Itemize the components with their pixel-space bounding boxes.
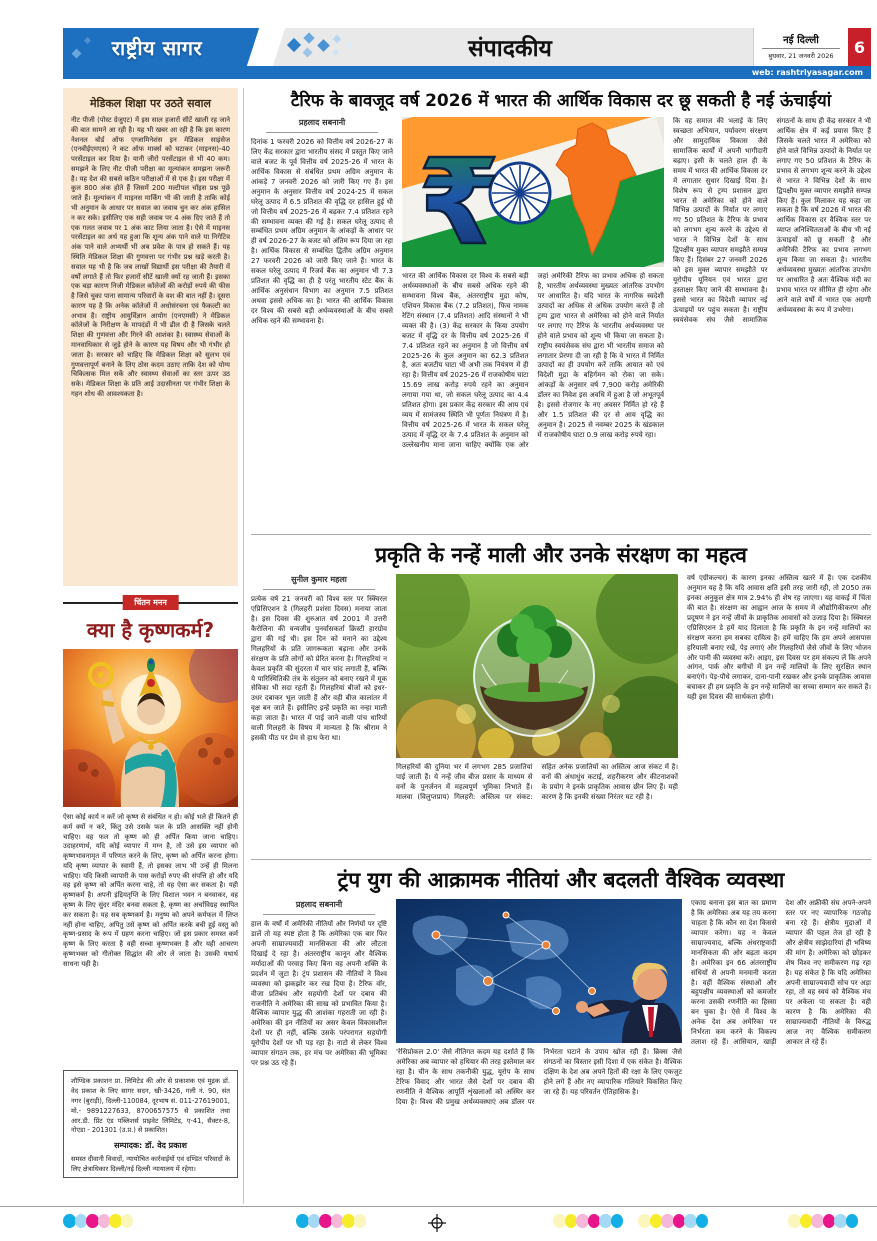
- article-trump-col1-text: हाल के वर्षों में अमेरिकी नीतियों और निर्णयों पर दृष्टि डालें तो यह स्पष्ट होता है कि अमेरिका एक बार फिर अपनी साम्राज्यवादी मानसिकता की ओर लौटता दिखाई दे रहा है। अंतरराष्ट्रीय कानून और वैश्विक मर्यादाओं की परवाह किए बिना वह अपनी शक्ति के प्रदर्शन में जुटा है। ट्रंप प्रशासन की नीतियों ने विश्व व्यवस्था को झकझोर कर रख दिया है। टैरिफ वॉर, वीजा प्रतिबंध और सहयोगी देशों पर दबाव की राजनीति ने अमेरिका की साख को प्रभावित किया है। वैश्विक व्यापार युद्ध की आशंका गहराती जा रही है। अमेरिका की इन नीतियों का असर केवल विकासशील देशों पर ही नहीं, बल्कि उसके परंपरागत सहयोगी यूरोपीय देशों पर भी पड़ रहा है। नाटो से लेकर विश्व व्यापार संगठन तक, हर मंच पर अमेरिका की भूमिका पर प्रश्न उठ रहे हैं।: [251, 920, 387, 1068]
- article-trump-headline: ट्रंप युग की आक्रामक नीतियां और बदलती वैश्विक व्यवस्था: [337, 868, 785, 892]
- header-center: [267, 28, 753, 66]
- article-trump-col1: [251, 899, 387, 1207]
- article-trump-middle: [396, 899, 682, 1207]
- edition-rule: [762, 48, 840, 49]
- registration-dot: [342, 1214, 355, 1228]
- color-registration-dots: [788, 1214, 857, 1228]
- article-economy-middle: [402, 117, 664, 529]
- column-rule: [243, 88, 244, 1204]
- registration-dot: [788, 1214, 801, 1228]
- section-title: संपादकीय: [468, 36, 552, 62]
- website-strip: [63, 66, 871, 79]
- article-economy-byline: प्रहलाद सबनानी: [266, 117, 378, 133]
- registration-dot: [834, 1214, 847, 1228]
- economy-rupee-image: [402, 117, 664, 267]
- registration-dot: [846, 1214, 859, 1228]
- article-nature-under-image-text: गिलहरियों की दुनिया भर में लगभग 285 प्रजातियां पाई जाती हैं। ये नन्हें जीव बीज प्रसार के माध्यम से वनों के पुनर्जनन में महत्वपूर्ण भूमिका निभाते हैं। मालवा (विलुप्तप्राय) गिलहरी: अस्तित्व पर संकट: सहित अनेक प्रजातियों का अस्तित्व आज संकट में है। वनों की अंधाधुंध कटाई, शहरीकरण और कीटनाशकों के प्रयोग ने इनके प्राकृतिक आवास छीन लिए हैं। यही कारण है कि इनकी संख्या निरंतर घट रही है।: [396, 763, 678, 801]
- color-registration-dots: [63, 1214, 132, 1228]
- article-trump-right-text: एकाग्र बनाना इस बात का प्रमाण है कि अमेरिका अब यह तय करना चाहता है कि कौन सा देश किससे व्यापार करेगा। यह न केवल साम्राज्यवाद, बल्कि अंधराष्ट्रवादी मानसिकता की ओर बढ़ता कदम है। अमेरिका इन 66 अंतरराष्ट्रीय संधियों से अपनी मनमानी करता है। वहीं वैश्विक संस्थाओं और बहुपक्षीय व्यवस्थाओं को कमजोर करना उसकी रणनीति का हिस्सा बन चुका है। ऐसे में विश्व के अनेक देश अब अमेरिका पर निर्भरता कम करने के विकल्प तलाश रहे हैं। आसियान, खाड़ी देश और अफ्रीकी संघ अपने-अपने स्तर पर नए व्यापारिक गठजोड़ बना रहे हैं। क्षेत्रीय मुद्राओं में व्यापार की पहल तेज हो रही है और क्षेत्रीय साझेदारियां ही भविष्य की मांग है। अमेरिका को छोड़कर शेष विश्व नए समीकरण गढ़ रहा है। यह संकेत है कि यदि अमेरिका अपनी साम्राज्यवादी सोच पर अड़ा रहा, तो वह स्वयं को वैश्विक मंच पर अकेला पा सकता है। वही कारण है कि अमेरिका की साम्राज्यवादी नीतियों के विरुद्ध आज नए वैश्विक समीकरण आकार ले रहे हैं।: [691, 899, 871, 1047]
- imprint-editor: सम्पादक: डॉ. वेद प्रकाश: [114, 1141, 187, 1151]
- svg-text:₹: ₹: [418, 133, 501, 267]
- medical-article-title: मेडिकल शिक्षा पर उठते सवाल: [90, 97, 211, 110]
- left-sidebar: [63, 88, 238, 1178]
- registration-dot: [63, 1214, 76, 1228]
- registration-marks-row: [0, 1214, 877, 1232]
- article-nature-middle: [396, 574, 678, 854]
- imprint-publisher: शौण्डिक प्रकाशन प्रा. लिमिटेड की ओर से प्रकाशक एवं मुद्रक डॉ. वेद प्रकाश के लिए सागर सदन, खी-3426, गली नं. 90, संत नगर (बुराड़ी), दिल्ली-110084, दूरभाष सं. 011-27619001, मो.- 9891227633, 8700657575 से प्रकाशित तथा आर.डी. प्रिंट एंड पब्लिशर्स प्राइवेट लिमिटेड, ए-41, सैक्टर-8, नोएडा - 201301 (उ.प्र.) से प्रकाशित।: [71, 1077, 230, 1135]
- registration-dot: [684, 1214, 697, 1228]
- color-registration-dots: [296, 1214, 365, 1228]
- registration-dot: [354, 1214, 367, 1228]
- page-header: [63, 28, 871, 79]
- article-economy-col1: [251, 117, 393, 529]
- article-economy-right-text: कि वह समाज की भलाई के लिए स्वच्छता अभियान, पर्यावरण संरक्षण और सामुदायिक विकास जैसे सामाजिक कार्यों में अपनी भागीदारी बढ़ाए। इसी के चलते हाल ही के समय में भारत की आर्थिक विकास दर में लगातार सुधार दिखाई दिया है। विशेष रूप से ट्रम्प प्रशासन द्वारा भारत से अमेरिका को होने वाले विभिन्न उत्पादों के निर्यात पर लगाए गए 50 प्रतिशत के टैरिफ के प्रभाव को लगभग शून्य करने के उद्देश्य से भारत ने विभिन्न देशों के साथ द्विपक्षीय मुक्त व्यापार समझौते सम्पन्न किए हैं। दिसंबर 27 जनवरी 2026 को इस मुक्त व्यापार समझौते पर यूरोपीय यूनियन एवं भारत द्वारा हस्ताक्षर किए जाने की सम्भावना है। इससे भारत का विदेशी व्यापार नई ऊंचाइयों पर पहुंच सकता है। राष्ट्रीय स्वयंसेवक संघ जैसे सामाजिक संगठनों के साथ ही केंद्र सरकार ने भी आर्थिक क्षेत्र में कई प्रयास किए हैं जिसके चलते भारत में अमेरिका को होने वाले विभिन्न उत्पादों के निर्यात पर लगाए गए 50 प्रतिशत के टैरिफ के प्रभाव से लगभग शून्य करने के उद्देश्य से भारत ने विभिन्न देशों के साथ द्विपक्षीय मुक्त व्यापार समझौते सम्पन्न किए हैं। कुल मिलाकर यह कहा जा सकता है कि वर्ष 2026 में भारत की आर्थिक विकास दर वैश्विक स्तर पर व्याप्त अनिश्चितताओं के बीच भी नई ऊंचाइयों को छू सकती है और अमेरिकी टैरिफ का प्रभाव लगभग शून्य किया जा सकता है। भारतीय अर्थव्यवस्था मुख्यतः आंतरिक उपभोग पर आधारित है अतः वैश्विक मंदी का प्रभाव भारत पर सीमित ही रहेगा और आने वाले वर्षों में भारत एक अग्रणी अर्थव्यवस्था के रूप में उभरेगा।: [673, 117, 871, 324]
- edition-box: [753, 28, 848, 66]
- article-nature: [251, 539, 871, 854]
- medical-article-body: नीट पीजी (पोस्ट ग्रेजुएट) में इस साल हजारों सीटें खाली रह जाने की बात सामने आ रही है। यह भी खबर आ रही है कि इस कारण नेशनल बोर्ड ऑफ एग्जामिनेशंस इन मेडिकल साइंसेज (एनबीईएमएस) ने कट ऑफ मार्क्स को घटाकर (माइनस)-40 परसेंटाइल कर दिया है। यानी जीरो परसेंटाइल से भी 40 कम। समझने के लिए नीट पीजी परीक्षा का मूल्यांकन समझना जरूरी है। यह देश की सबसे कठिन परीक्षाओं में से एक है। इस परीक्षा में कुल 800 अंक होते हैं जिसमें 200 मल्टीपल चॉइस प्रश्न पूछे जाते हैं। मूल्यांकन में माइनस मार्किंग भी की जाती है ताकि कोई भी अनुमान के आधार पर सवाल का जवाब चुन कर अंक हासिल न कर सके। इसीलिए एक सही जवाब पर 4 अंक दिए जाते हैं तो एक गलत जवाब पर 1 अंक काट लिया जाता है। ऐसे में माइनस परसेंटाइल का अर्थ यह हुआ कि शून्य अंक पाने वाले या निगेटिव अंक पाने वाले अभ्यर्थी भी अब प्रवेश के पात्र हो सकते हैं। यह स्थिति मेडिकल शिक्षा की गुणवत्ता पर गंभीर प्रश्न खड़े करती है। सवाल यह भी है कि जब लाखों विद्यार्थी इस परीक्षा की तैयारी में वर्षों लगाते हैं तो फिर हजारों सीटें खाली क्यों रह जाती हैं। इसका एक बड़ा कारण निजी मेडिकल कॉलेजों की करोड़ों रुपये की फीस है जिसे चुका पाना सामान्य परिवारों के वश की बात नहीं है। दूसरा कारण यह है कि अनेक कॉलेजों में अधोसंरचना एवं फैकल्टी का अभाव है। राष्ट्रीय आयुर्विज्ञान आयोग (एनएमसी) ने मेडिकल कॉलेजों के निरीक्षण के मापदंडों में भी ढील दी है जिसके चलते शिक्षा की गुणवत्ता और गिरने की आशंका है। स्वास्थ्य सेवाओं के मानवाधिकार से जुड़े होने के कारण यह विषय और भी गंभीर हो जाता है। सरकार को चाहिए कि मेडिकल शिक्षा को सुलभ एवं गुणवत्तापूर्ण बनाने के लिए ठोस कदम उठाए ताकि देश को योग्य चिकित्सक मिल सकें और स्वास्थ्य सेवाओं का स्तर ऊपर उठ सके। मेडिकल शिक्षा के प्रति आई उदासीनता पर गंभीर शिक्षा के गहन शोध की आवश्यकता है।: [71, 116, 230, 398]
- page-number-badge: 6: [848, 28, 871, 66]
- edition-city: नई दिल्ली: [783, 34, 819, 46]
- registration-dot: [576, 1214, 589, 1228]
- article-economy-headline: टैरिफ के बावजूद वर्ष 2026 में भारत की आर्थिक विकास दर छू सकती है नई ऊंचाईयां: [290, 91, 832, 111]
- header-top-row: [63, 28, 871, 66]
- diamond-icon: [84, 37, 91, 44]
- article-nature-col1: [251, 574, 387, 854]
- krishna-article-body: ऐसा कोई कार्य न करें जो कृष्ण से संबंधित न हो। कोई भले ही कितने ही कर्म क्यों न करे, किंतु उसे उसके फल के प्रति आसक्ति नहीं होनी चाहिए। वह फल तो कृष्ण को ही अर्पित किया जाना चाहिए। उदाहरणार्थ, यदि कोई व्यापार में मग्न है, तो उसे इस व्यापार को कृष्णभावनामृत में परिणत करने के लिए, कृष्ण को अर्पित करना होगा। यदि कृष्ण व्यापार के स्वामी हैं, तो इसका लाभ भी उन्हें ही मिलना चाहिए। यदि किसी व्यापारी के पास करोड़ों रुपए की संपत्ति हो और यदि वह इसे कृष्ण को अर्पित करना चाहे, तो वह ऐसा कर सकता है। यही कृष्णकर्म है। अपनी इंद्रियतृप्ति के लिए विशाल भवन न बनवाकर, वह कृष्ण के लिए सुंदर मंदिर बनवा सकता है, कृष्ण का अर्चाविग्रह स्थापित कर सकता है। यह सब कृष्णकर्म है। मनुष्य को अपने कर्मफल में लिप्त नहीं होना चाहिए, अपितु उसे कृष्ण को अर्पित करके बची हुई वस्तु को कृष्ण-प्रसाद के रूप में ग्रहण करना चाहिए। जो इस प्रकार समस्त कर्म कृष्ण के लिए करता है वही सच्चा कृष्णभक्त है और यही आचरण कृष्णभक्त को गीतोक्त सिद्धांत की ओर ले जाता है। उसकी यथार्थ साधना यही है।: [63, 813, 238, 968]
- registration-dot: [109, 1214, 122, 1228]
- article-nature-byline: सुनील कुमार महला: [263, 574, 375, 590]
- article-separator: [251, 534, 871, 535]
- registration-dot: [811, 1214, 824, 1228]
- article-nature-headline: प्रकृति के नन्हें माली और उनके संरक्षण का महत्व: [375, 543, 747, 567]
- registration-dot: [296, 1214, 309, 1228]
- registration-dot: [121, 1214, 134, 1228]
- website-url: web: rashtriyasagar.com: [751, 68, 863, 77]
- article-economy-under-image-text: भारत की आर्थिक विकास दर विश्व के सबसे बड़ी अर्थव्यवस्थाओं के बीच सबसे अधिक रहने की सम्भावना विश्व बैंक, अंतरराष्ट्रीय मुद्रा कोष, एशियन विकास बैंक (7.2 प्रतिशत), फिच नामक रेटिंग संस्थान (7.4 प्रतिशत) आदि संस्थानों ने भी व्यक्त की है। (3) केंद्र सरकार के किया उपयोग बजट में वृद्धि दर के वित्तीय वर्ष 2025-26 में 7.4 प्रतिशत रहने का अनुमान है जो वित्तीय वर्ष 2025-26 के कुल अनुमान का 62.3 प्रतिशत है, अतः बजटीय घाटा भी अभी तक नियंत्रण में ही रहा है। वित्तीय वर्ष 2025-26 में राजकोषीय घाटा 15.69 लाख करोड़ रुपये रहने का अनुमान लगाया गया था, जो सकल घरेलू उत्पाद का 4.4 प्रतिशत होगा। इस प्रकार केंद्र सरकार की आय एवं व्यय में सामंजस्य स्थिति भी पूर्णतः नियंत्रण में है। वित्तीय वर्ष 2025-26 में भारत के सकल घरेलू उत्पाद में वृद्धि दर के 7.4 प्रतिशत के अनुमान को उल्लेखनीय माना जाना चाहिए क्योंकि एक ओर जहां अमेरिकी टैरिफ का प्रभाव अधिक हो सकता है, भारतीय अर्थव्यवस्था मुख्यतः आंतरिक उपभोग पर आधारित है। यदि भारत के नागरिक स्वदेशी उत्पादों का अधिक से अधिक उपयोग करते हैं तो ट्रम्प द्वारा भारत से अमेरिका को होने वाले निर्यात पर लगाए गए टैरिफ के भारतीय अर्थव्यवस्था पर होने वाले प्रभाव को शून्य भी किया जा सकता है। राष्ट्रीय स्वयंसेवक संघ द्वारा भी भारतीय समाज को लगातार प्रेरणा दी जा रही है कि वे भारत में निर्मित उत्पादों का ही उपयोग करें ताकि आयात को एवं विदेशी मुद्रा के बहिर्गमन को रोका जा सके। आंकड़ों के अनुसार वर्ष 7,900 करोड़ अमेरिकी डॉलर का निवेश इस अवधि में हुआ है जो अभूतपूर्व है। इससे रोजगार के नए अवसर निर्मित हो रहे हैं और 1.5 प्रतिशत की दर से आय वृद्धि का अनुमान है। 2025 से नवम्बर 2025 के खंडकाल में राजकोषीय घाटा 0.9 लाख करोड़ रुपये रहा।: [402, 272, 664, 449]
- krishna-article-headline: क्या है कृष्णकर्म?: [86, 618, 215, 642]
- registration-dot: [553, 1214, 566, 1228]
- registration-dot: [599, 1214, 612, 1228]
- registration-dot: [611, 1214, 624, 1228]
- article-nature-col1-text: प्रत्येक वर्ष 21 जनवरी को विश्व स्तर पर स्क्विरल एप्रिसिएशन डे (गिलहरी प्रशंसा दिवस) मनाया जाता है। इस दिवस की शुरुआत वर्ष 2001 में उत्तरी कैरोलिना की वन्यजीव पुनर्वासकर्ता क्रिस्टी हारग्रोव द्वारा की गई थी। इस दिन को मनाने का उद्देश्य गिलहरियों के प्रति जागरूकता बढ़ाना और उनके संरक्षण के प्रति लोगों को प्रेरित करना है। गिलहरियां न केवल प्रकृति की सुंदरता में चार चांद लगाती हैं, बल्कि ये पारिस्थितिकी तंत्र के संतुलन को बनाए रखने में मूक सेविका भी सदा रहती हैं। गिलहरियां बीजों को इधर-उधर दबाकर भूल जाती हैं और वही बीज कालांतर में वृक्ष बन जाते हैं। इसीलिए इन्हें प्रकृति का नन्हा माली कहा जाता है। भारत में पाई जाने वाली पांच धारियों वाली गिलहरी के विषय में मान्यता है कि श्रीराम ने इसकी पीठ पर प्रेम से हाथ फेरा था।: [251, 595, 387, 743]
- main-column: [251, 88, 871, 1207]
- article-trump-byline: प्रहलाद सबनानी: [263, 899, 375, 915]
- medical-education-article: [63, 88, 238, 586]
- newspaper-nameplate: [63, 28, 251, 66]
- article-separator: [251, 859, 871, 860]
- diamond-cluster-icon: [289, 32, 379, 62]
- trump-world-map-image: [396, 899, 682, 1043]
- imprint-box: [63, 1070, 238, 1178]
- color-registration-dots: [638, 1214, 707, 1228]
- chintan-manan-section: [63, 598, 238, 1061]
- article-trump-under-image-text: 'रेसिप्रोकल 2.0' जैसे नीतिगत कदम यह दर्शाते हैं कि अमेरिका अब व्यापार को हथियार की तरह इस्तेमाल कर रहा है। चीन के साथ तकनीकी युद्ध, यूरोप के साथ टैरिफ विवाद और भारत जैसे देशों पर दबाव की रणनीति ने वैश्विक आपूर्ति शृंखलाओं को अस्थिर कर दिया है। विश्व की प्रमुख अर्थव्यवस्थाएं अब डॉलर पर निर्भरता घटाने के उपाय खोज रही हैं। ब्रिक्स जैसे संगठनों का विस्तार इसी दिशा में एक संकेत है। वैश्विक दक्षिण के देश अब अपने हितों की रक्षा के लिए एकजुट होने लगे हैं और नए व्यापारिक गलियारे विकसित किए जा रहे हैं। यह परिवर्तन ऐतिहासिक है।: [396, 1048, 682, 1106]
- registration-crosshair-icon: [428, 1214, 446, 1232]
- registration-dot: [86, 1214, 99, 1228]
- footer-rule: [0, 1206, 877, 1207]
- article-economy-col1-text: दिनांक 1 फरवरी 2026 को वित्तीय वर्ष 2026-27 के लिए केंद्र सरकार द्वारा भारतीय संसद में प्रस्तुत किए जाने वाले बजट के पूर्व वित्तीय वर्ष 2025-26 में भारत के आर्थिक विकास से संबंधित प्रथम अग्रिम अनुमान के आंकड़े 7 जनवरी 2026 को जारी किए गए हैं। इस अनुमान के अनुसार वित्तीय वर्ष 2024-25 में सकल घरेलू उत्पाद में 6.5 प्रतिशत की वृद्धि दर हासिल हुई थी जो वित्तीय वर्ष 2025-26 में बढ़कर 7.4 प्रतिशत रहने की सम्भावना व्यक्त की गई है। सकल घरेलू उत्पाद से सम्बंधित प्रथम अग्रिम अनुमान के आंकड़ों के आधार पर ही वर्ष 2026-27 के बजट को अंतिम रूप दिया जा रहा है। आर्थिक विकास से सम्बंधित द्वितीय अग्रिम अनुमान 27 फरवरी 2026 को जारी किए जाने हैं। भारत के सकल घरेलू उत्पाद में रिजर्व बैंक का अनुमान भी 7.3 प्रतिशत की वृद्धि का ही है परंतु भारतीय स्टेट बैंक के आर्थिक अनुसंधान विभाग का अनुमान 7.5 प्रतिशत अथवा इससे अधिक का है। भारत की आर्थिक विकास दर विश्व की सबसे बड़ी अर्थव्यवस्थाओं के बीच सबसे अधिक रहने की सम्भावना है।: [251, 138, 393, 325]
- krishna-image: [63, 649, 238, 807]
- imprint-jurisdiction: समस्त दीवानी विवादों, न्यायोचित कार्रवाईयों एवं दण्डित परिवादों के लिए क्षेत्राधिकार दिल्ली/नई दिल्ली न्यायालय में रहेगा।: [71, 1155, 230, 1174]
- article-nature-right-text: वर्ष एग्रीकल्चर) के कारण इनका अस्तित्व खतरे में है। एक दशकीय अनुमान यह है कि यदि आवास क्षति इसी तरह जारी रही, तो 2050 तक इनका अनुकूल क्षेत्र मात्र 2.94% ही शेष रह जाएगा। यह वाकई में चिंता की बात है। संरक्षण का आह्वान आज के समय में औद्योगिकीकरण और प्रदूषण ने इन नन्हें जीवों के प्राकृतिक आवासों को उजाड़ दिया है। स्क्विरल एप्रिसिएशन डे हमें याद दिलाता है कि प्रकृति के इन नन्हें मालियों का संरक्षण करना हम सबका दायित्व है। हमें चाहिए कि हम अपने आसपास हरियाली बनाए रखें, पेड़ लगाएं और गिलहरियों जैसे जीवों के लिए भोजन और पानी की व्यवस्था करें। आइए, इस दिवस पर हम संकल्प लें कि अपने आंगन, पार्क और बगीचों में इन नन्हें मालियों के लिए सुरक्षित स्थान बनाएंगे। पेड़-पौधे लगाकर, दाना-पानी रखकर और इनके प्राकृतिक आवास बचाकर ही हम प्रकृति के इन नन्हें मालियों का सच्चा सम्मान कर सकते हैं। यही इस दिवस की सार्थकता होगी।: [687, 574, 871, 702]
- newspaper-name: राष्ट्रीय सागर: [111, 35, 203, 60]
- edition-date: बुधवार, 21 जनवरी 2026: [768, 51, 834, 60]
- registration-dot: [696, 1214, 709, 1228]
- tree-sphere-image: [396, 574, 678, 758]
- color-registration-dots: [553, 1214, 622, 1228]
- article-trump: [251, 864, 871, 1207]
- diamond-icon: [72, 49, 82, 59]
- registration-dot: [319, 1214, 332, 1228]
- registration-dot: [661, 1214, 674, 1228]
- article-economy: [251, 88, 871, 529]
- chintan-manan-tab: चिंतन मनन: [122, 595, 179, 610]
- registration-dot: [638, 1214, 651, 1228]
